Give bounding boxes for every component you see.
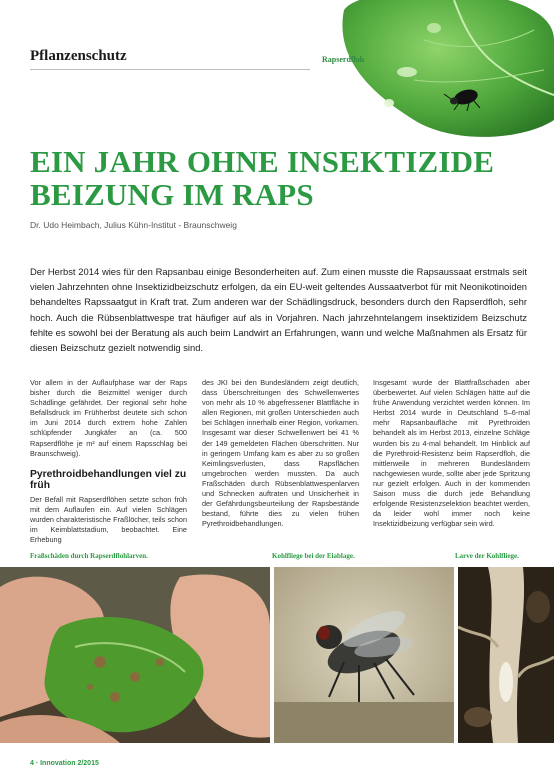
photo-fly-larva <box>458 567 554 743</box>
column-2-paragraph-1: des JKI bei den Bundesländern zeigt deutlich, dass Überschreitungen des Schwellenwertes von mehr als 10 % abgefressener Blattfläche in allen Regionen, mit großen Unterschieden auch bei Schlägen innerhalb einer Region, vorkamen. Insgesamt war dieser Schwellenwert bei 41 % der 149 gemeldeten Flächen überschritten. Nur in geringem Umfang kam es aber zu so großen Keimlingsverlusten, dass Rapsflächen umgebrochen werden mussten. Da auch Fraßschäden durch Rübsenblattwespenlarven und Schnecken auftraten und Unsicherheit in der Gefährdungsbeurteilung der Rapsbestände bestand, führte dies zu vielen frühen Pyrethroidbehandlungen. <box>202 378 359 529</box>
section-label: Pflanzenschutz <box>30 48 127 64</box>
leaf-with-beetle-image <box>304 0 554 150</box>
title-line-2: BEIZUNG IM RAPS <box>30 177 314 212</box>
column-1-paragraph-1: Vor allem in der Auflaufphase war der Raps bisher durch die Beizmittel weniger durch Schädlinge gefährdet. Der regional sehr hohe Befallsdruck im Frühherbst deutete sich schon im Juni 2014 durch extrem hohe Zahlen schlüpfender Jungkäfer an (ca. 500 Rapserdflöhe je m² auf einem Rapsschlag bei Braunschweig). <box>30 378 187 458</box>
page-footer: 4 · Innovation 2/2015 <box>30 760 99 767</box>
column-3-paragraph-1: Insgesamt wurde der Blattfraßschaden aber überbewertet. Auf vielen Schlägen hätte auf die frühe Anwendung verzichtet werden können. Im Herbst 2014 wurde in Deutschland 5–6-mal mehr Rapsanbaufläche mit Pyrethroiden behandelt als im Herbst 2013, einzelne Schläge wurden bis zu 4-mal behandelt. Im Hinblick auf die Pyrethroid-Resistenz beim Rapserdfloh, die mittlerweile in mehreren Bundesländern nachgewiesen wurde, sollte aber jede Spritzung nur gezielt erfolgen. Auch in der kommenden Saison muss die durch jede Behandlung erfolgende Resistenzselektion beachtet werden, da leider wohl immer noch keine Insektizidbeizung verfügbar sein wird. <box>373 378 530 529</box>
column-2 <box>202 378 359 529</box>
photo-seedling-damage <box>0 567 270 743</box>
column-1 <box>30 378 187 545</box>
caption-photo-2: Kohlfliege bei der Eiablage. <box>272 552 355 560</box>
caption-photo-3: Larve der Kohlfliege. <box>455 552 519 560</box>
topic-label: Rapserdfloh <box>322 55 365 64</box>
lead-paragraph: Der Herbst 2014 wies für den Rapsanbau einige Besonderheiten auf. Zum einen musste die Rapsaussaat erstmals seit vielen Jahrzehnten ohne Insektizidbeizschutz erfolgen, da ein EU-weit geltendes Aussaatverbot für mit Neonikotinoiden behandeltes Rapssaatgut in Kraft trat. Zum anderen war der Schädlingsdruck, besonders durch den Rapserdfloh, sehr hoch. Auch die Rübsenblattwespe trat häufiger auf als in Vorjahren. Nach jahrzehntelangem insektizidem Beizschutz fehlte es sowohl bei der Beratung als auch beim Landwirt an Erfahrungen, wann und welche Maßnahmen als Ersatz für diesen Beizschutz gezielt notwendig sind. <box>30 266 527 354</box>
caption-photo-1: Fraßschäden durch Rapserdflohlarven. <box>30 552 148 560</box>
photo-cabbage-fly <box>274 567 454 743</box>
author-line: Dr. Udo Heimbach, Julius Kühn-Institut - Braunschweig <box>30 220 237 230</box>
article-title <box>30 145 530 211</box>
header-divider <box>30 69 310 70</box>
column-1-paragraph-2: Der Befall mit Rapserdflöhen setzte schon früh mit dem Auflaufen ein. Auf vielen Schlägen wurden charakteristische Fraßlöcher, teils schon im Keimblattstadium, beobachtet. Eine Erhebung <box>30 494 187 545</box>
title-line-1: EIN JAHR OHNE INSEKTIZIDE <box>30 144 495 179</box>
column-3 <box>373 378 530 529</box>
subheading: Pyrethroidbehandlungen viel zu früh <box>30 468 187 492</box>
